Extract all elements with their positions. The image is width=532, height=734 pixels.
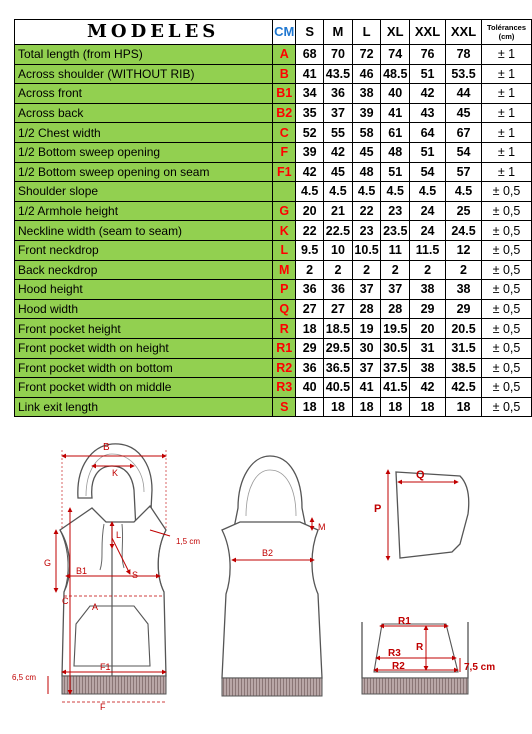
size-value: 23.5 <box>381 221 410 241</box>
measurement-code: R2 <box>273 358 296 378</box>
size-value: 30 <box>352 338 381 358</box>
tolerance-value: ± 0,5 <box>482 280 532 300</box>
tolerance-value: ± 0,5 <box>482 358 532 378</box>
size-value: 78 <box>446 45 482 65</box>
measurement-code: G <box>273 201 296 221</box>
size-value: 45 <box>352 142 381 162</box>
tolerance-value: ± 1 <box>482 123 532 143</box>
size-value: 42 <box>410 84 446 104</box>
size-value: 29 <box>410 299 446 319</box>
tolerance-value: ± 1 <box>482 84 532 104</box>
tolerance-value: ± 0,5 <box>482 378 532 398</box>
size-value: 38.5 <box>446 358 482 378</box>
measurement-label: Total length (from HPS) <box>15 45 273 65</box>
measurement-label: Front pocket height <box>15 319 273 339</box>
table-row <box>15 358 532 378</box>
size-value: 37 <box>352 358 381 378</box>
table-row <box>15 378 532 398</box>
size-value: 41 <box>352 378 381 398</box>
size-value: 38 <box>410 358 446 378</box>
size-value: 45 <box>324 162 353 182</box>
label-f1: F1 <box>100 662 111 672</box>
tolerance-value: ± 0,5 <box>482 182 532 202</box>
size-value: 18 <box>410 397 446 417</box>
size-value: 61 <box>381 123 410 143</box>
tolerance-value: ± 0,5 <box>482 221 532 241</box>
measurement-code: F1 <box>273 162 296 182</box>
table-row <box>15 45 532 65</box>
label-c: C <box>62 596 69 606</box>
size-value: 40 <box>296 378 324 398</box>
tolerance-header: Tolérances (cm) <box>482 20 532 45</box>
size-value: 20 <box>296 201 324 221</box>
measurement-label: 1/2 Bottom sweep opening on seam <box>15 162 273 182</box>
size-value: 12 <box>446 240 482 260</box>
size-value: 36 <box>324 84 353 104</box>
size-value: 40 <box>381 84 410 104</box>
size-value: 48 <box>381 142 410 162</box>
size-value: 68 <box>296 45 324 65</box>
label-q: Q <box>416 469 425 481</box>
size-header-s: S <box>296 20 324 45</box>
label-rib-height: 6,5 cm <box>12 673 37 682</box>
label-pocket-side: 7,5 cm <box>464 662 496 673</box>
size-value: 29 <box>296 338 324 358</box>
table-row <box>15 397 532 417</box>
size-value: 40.5 <box>324 378 353 398</box>
size-value: 72 <box>352 45 381 65</box>
size-value: 37 <box>381 280 410 300</box>
size-value: 54 <box>410 162 446 182</box>
size-value: 2 <box>410 260 446 280</box>
size-value: 35 <box>296 103 324 123</box>
size-value: 48.5 <box>381 64 410 84</box>
measurement-label: Hood height <box>15 280 273 300</box>
size-value: 22 <box>352 201 381 221</box>
size-value: 4.5 <box>324 182 353 202</box>
size-value: 18 <box>446 397 482 417</box>
size-value: 36 <box>296 358 324 378</box>
tolerance-value: ± 1 <box>482 64 532 84</box>
size-value: 21 <box>324 201 353 221</box>
size-value: 58 <box>352 123 381 143</box>
tolerance-value: ± 0,5 <box>482 299 532 319</box>
measurement-label: 1/2 Armhole height <box>15 201 273 221</box>
table-row <box>15 64 532 84</box>
size-value: 10 <box>324 240 353 260</box>
size-value: 36.5 <box>324 358 353 378</box>
size-value: 18 <box>352 397 381 417</box>
size-value: 52 <box>296 123 324 143</box>
size-value: 29.5 <box>324 338 353 358</box>
measurement-code: F <box>273 142 296 162</box>
size-value: 37 <box>324 103 353 123</box>
tolerance-value: ± 0,5 <box>482 338 532 358</box>
label-s: S <box>132 570 139 580</box>
measurement-code: R3 <box>273 378 296 398</box>
measurement-code: B2 <box>273 103 296 123</box>
size-value: 67 <box>446 123 482 143</box>
size-value: 29 <box>446 299 482 319</box>
size-value: 22.5 <box>324 221 353 241</box>
size-value: 2 <box>352 260 381 280</box>
size-value: 38 <box>352 84 381 104</box>
size-value: 19 <box>352 319 381 339</box>
size-value: 28 <box>381 299 410 319</box>
size-value: 18 <box>381 397 410 417</box>
size-value: 11 <box>381 240 410 260</box>
size-value: 51 <box>381 162 410 182</box>
measurement-label: Link exit length <box>15 397 273 417</box>
label-l: L <box>116 530 122 540</box>
size-value: 45 <box>446 103 482 123</box>
tolerance-value: ± 1 <box>482 45 532 65</box>
tolerance-value: ± 0,5 <box>482 397 532 417</box>
size-value: 18 <box>324 397 353 417</box>
label-f: F <box>100 702 106 712</box>
size-value: 4.5 <box>446 182 482 202</box>
size-value: 20.5 <box>446 319 482 339</box>
size-value: 18 <box>296 397 324 417</box>
size-value: 31.5 <box>446 338 482 358</box>
size-value: 36 <box>324 280 353 300</box>
table-row <box>15 142 532 162</box>
measurement-code: B1 <box>273 84 296 104</box>
measurement-label: Neckline width (seam to seam) <box>15 221 273 241</box>
pocket-detail <box>362 616 495 694</box>
size-value: 44 <box>446 84 482 104</box>
size-value: 48 <box>352 162 381 182</box>
measurement-code: M <box>273 260 296 280</box>
back-view <box>222 456 326 696</box>
size-value: 41 <box>381 103 410 123</box>
measurement-label: 1/2 Bottom sweep opening <box>15 142 273 162</box>
size-value: 2 <box>324 260 353 280</box>
garment-drawings <box>0 426 532 732</box>
size-value: 39 <box>296 142 324 162</box>
hood-detail <box>374 469 469 560</box>
measurement-code: K <box>273 221 296 241</box>
size-value: 38 <box>446 280 482 300</box>
label-r3: R3 <box>388 648 401 659</box>
size-value: 41.5 <box>381 378 410 398</box>
size-value: 22 <box>296 221 324 241</box>
size-value: 18 <box>296 319 324 339</box>
size-value: 18.5 <box>324 319 353 339</box>
models-title: MODELES <box>15 20 273 45</box>
label-a: A <box>92 602 99 612</box>
size-value: 43 <box>410 103 446 123</box>
measurement-label: Front pocket width on middle <box>15 378 273 398</box>
label-b: B <box>103 442 110 453</box>
label-p: P <box>374 503 382 515</box>
size-header-l: L <box>352 20 381 45</box>
label-b1: B1 <box>76 566 88 576</box>
size-value: 4.5 <box>352 182 381 202</box>
size-value: 11.5 <box>410 240 446 260</box>
measurement-label: Across back <box>15 103 273 123</box>
size-value: 4.5 <box>296 182 324 202</box>
tolerance-value: ± 1 <box>482 142 532 162</box>
measurement-label: Across shoulder (WITHOUT RIB) <box>15 64 273 84</box>
measurement-code: S <box>273 397 296 417</box>
measurement-code: R1 <box>273 338 296 358</box>
size-value: 53.5 <box>446 64 482 84</box>
table-header-row <box>15 20 532 45</box>
tolerance-value: ± 0,5 <box>482 240 532 260</box>
label-r1: R1 <box>398 616 411 627</box>
size-value: 27 <box>296 299 324 319</box>
size-header-m: M <box>324 20 353 45</box>
size-header-xl: XL <box>381 20 410 45</box>
size-value: 57 <box>446 162 482 182</box>
table-row <box>15 84 532 104</box>
size-value: 31 <box>410 338 446 358</box>
tolerance-value: ± 1 <box>482 103 532 123</box>
size-value: 51 <box>410 64 446 84</box>
table-row <box>15 123 532 143</box>
tolerance-value: ± 0,5 <box>482 201 532 221</box>
size-spec-table <box>14 19 532 417</box>
label-k: K <box>112 468 119 478</box>
measurement-label: Across front <box>15 84 273 104</box>
table-row <box>15 280 532 300</box>
size-value: 39 <box>352 103 381 123</box>
measurement-code <box>273 182 296 202</box>
table-row <box>15 319 532 339</box>
size-value: 24 <box>410 201 446 221</box>
measurement-code: R <box>273 319 296 339</box>
size-value: 42 <box>410 378 446 398</box>
size-value: 23 <box>352 221 381 241</box>
measurement-label: Front neckdrop <box>15 240 273 260</box>
size-value: 4.5 <box>410 182 446 202</box>
table-row <box>15 260 532 280</box>
size-value: 2 <box>296 260 324 280</box>
label-m: M <box>318 522 326 532</box>
size-value: 42 <box>296 162 324 182</box>
size-value: 55 <box>324 123 353 143</box>
size-value: 38 <box>410 280 446 300</box>
size-value: 70 <box>324 45 353 65</box>
label-r2: R2 <box>392 661 405 672</box>
size-value: 24 <box>410 221 446 241</box>
label-g: G <box>44 558 52 568</box>
table-row <box>15 338 532 358</box>
size-value: 20 <box>410 319 446 339</box>
size-header-xxl: XXL <box>410 20 446 45</box>
label-shoulder-slope: 1,5 cm <box>176 537 201 546</box>
size-value: 43.5 <box>324 64 353 84</box>
measurement-label: Front pocket width on height <box>15 338 273 358</box>
label-b2: B2 <box>262 548 274 558</box>
size-value: 37 <box>352 280 381 300</box>
size-value: 19.5 <box>381 319 410 339</box>
size-value: 9.5 <box>296 240 324 260</box>
size-value: 42.5 <box>446 378 482 398</box>
size-value: 2 <box>381 260 410 280</box>
size-value: 76 <box>410 45 446 65</box>
size-value: 2 <box>446 260 482 280</box>
measurement-code: Q <box>273 299 296 319</box>
size-value: 28 <box>352 299 381 319</box>
size-value: 46 <box>352 64 381 84</box>
measurement-code: B <box>273 64 296 84</box>
size-value: 30.5 <box>381 338 410 358</box>
size-value: 24.5 <box>446 221 482 241</box>
measurement-code: A <box>273 45 296 65</box>
tolerance-value: ± 0,5 <box>482 319 532 339</box>
measurement-label: 1/2 Chest width <box>15 123 273 143</box>
size-value: 64 <box>410 123 446 143</box>
size-value: 27 <box>324 299 353 319</box>
table-row <box>15 103 532 123</box>
measurement-code: L <box>273 240 296 260</box>
front-view <box>12 442 200 712</box>
size-value: 54 <box>446 142 482 162</box>
size-value: 10.5 <box>352 240 381 260</box>
measurement-code: P <box>273 280 296 300</box>
size-value: 25 <box>446 201 482 221</box>
table-row <box>15 162 532 182</box>
measurement-label: Hood width <box>15 299 273 319</box>
size-value: 42 <box>324 142 353 162</box>
measurement-label: Back neckdrop <box>15 260 273 280</box>
size-value: 23 <box>381 201 410 221</box>
size-value: 4.5 <box>381 182 410 202</box>
tolerance-value: ± 1 <box>482 162 532 182</box>
size-value: 51 <box>410 142 446 162</box>
size-header-xxl-2: XXL <box>446 20 482 45</box>
unit-header: CM <box>273 20 296 45</box>
size-value: 36 <box>296 280 324 300</box>
measurement-label: Front pocket width on bottom <box>15 358 273 378</box>
size-value: 74 <box>381 45 410 65</box>
table-row <box>15 240 532 260</box>
measurement-label: Shoulder slope <box>15 182 273 202</box>
table-row <box>15 182 532 202</box>
measurement-code: C <box>273 123 296 143</box>
size-value: 37.5 <box>381 358 410 378</box>
size-value: 41 <box>296 64 324 84</box>
tolerance-value: ± 0,5 <box>482 260 532 280</box>
label-r: R <box>416 642 424 653</box>
table-row <box>15 221 532 241</box>
size-value: 34 <box>296 84 324 104</box>
table-row <box>15 299 532 319</box>
table-row <box>15 201 532 221</box>
